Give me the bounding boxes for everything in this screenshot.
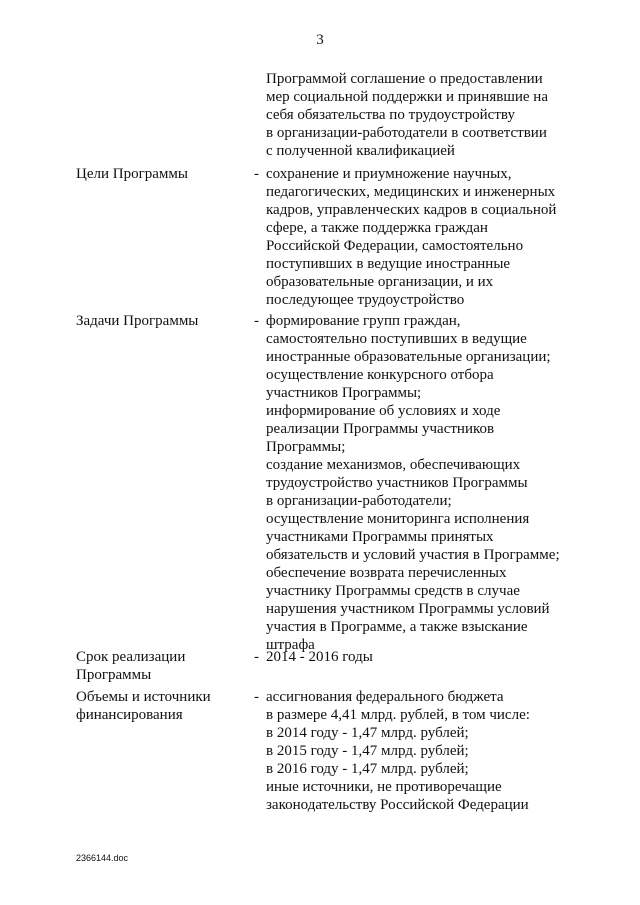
section-line: законодательству Российской Федерации [266, 797, 529, 813]
section-line: иные источники, не противоречащие [266, 779, 502, 795]
section-label-funding: финансирования [76, 707, 183, 723]
section-label-funding: Объемы и источники [76, 689, 211, 705]
intro-line: с полученной квалификацией [266, 143, 455, 159]
section-dash: - [254, 649, 259, 665]
section-line: поступивших в ведущие иностранные [266, 256, 511, 272]
section-line: самостоятельно поступивших в ведущие [266, 331, 527, 347]
intro-line: себя обязательства по трудоустройству [266, 107, 515, 123]
section-line: штрафа [266, 637, 315, 653]
section-line: участия в Программе, а также взыскание [266, 619, 528, 635]
section-line: реализации Программы участников [266, 421, 495, 437]
section-dash: - [254, 313, 259, 329]
section-line: педагогических, медицинских и инженерных [266, 184, 556, 200]
section-line: в организации-работодатели; [266, 493, 452, 509]
section-line: в 2016 году - 1,47 млрд. рублей; [266, 761, 469, 777]
section-line: осуществление конкурсного отбора [266, 367, 494, 383]
intro-line: мер социальной поддержки и принявшие на [266, 89, 548, 105]
section-line: иностранные образовательные организации; [266, 349, 551, 365]
section-line: участнику Программы средств в случае [266, 583, 520, 599]
section-line: образовательные организации, и их [266, 274, 494, 290]
section-line: Программы; [266, 439, 346, 455]
section-line: участниками Программы принятых [266, 529, 494, 545]
section-line: последующее трудоустройство [266, 292, 465, 308]
section-line: ассигнования федерального бюджета [266, 689, 504, 705]
section-line: трудоустройство участников Программы [266, 475, 528, 491]
section-dash: - [254, 689, 259, 705]
section-label-term: Срок реализации [76, 649, 186, 665]
section-line: в размере 4,41 млрд. рублей, в том числе: [266, 707, 530, 723]
section-line: 2014 - 2016 годы [266, 649, 373, 665]
section-line: осуществление мониторинга исполнения [266, 511, 530, 527]
section-line: нарушения участником Программы условий [266, 601, 550, 617]
section-line: Российской Федерации, самостоятельно [266, 238, 524, 254]
intro-line: Программой соглашение о предоставлении [266, 71, 543, 87]
section-line: сфере, а также поддержка граждан [266, 220, 488, 236]
section-line: информирование об условиях и ходе [266, 403, 501, 419]
section-line: формирование групп граждан, [266, 313, 461, 329]
section-line: обязательств и условий участия в Программе; [266, 547, 560, 563]
section-line: создание механизмов, обеспечивающих [266, 457, 521, 473]
section-line: кадров, управленческих кадров в социальной [266, 202, 557, 218]
section-line: в 2015 году - 1,47 млрд. рублей; [266, 743, 469, 759]
section-label-term: Программы [76, 667, 152, 683]
section-line: в 2014 году - 1,47 млрд. рублей; [266, 725, 469, 741]
section-line: участников Программы; [266, 385, 422, 401]
section-label-goals: Цели Программы [76, 166, 188, 182]
footer-filename: 2366144.doc [76, 853, 129, 863]
section-label-tasks: Задачи Программы [76, 313, 199, 329]
section-dash: - [254, 166, 259, 182]
section-line: сохранение и приумножение научных, [266, 166, 512, 182]
section-line: обеспечение возврата перечисленных [266, 565, 507, 581]
page-number: 3 [316, 32, 324, 48]
intro-line: в организации-работодатели в соответствии [266, 125, 547, 141]
